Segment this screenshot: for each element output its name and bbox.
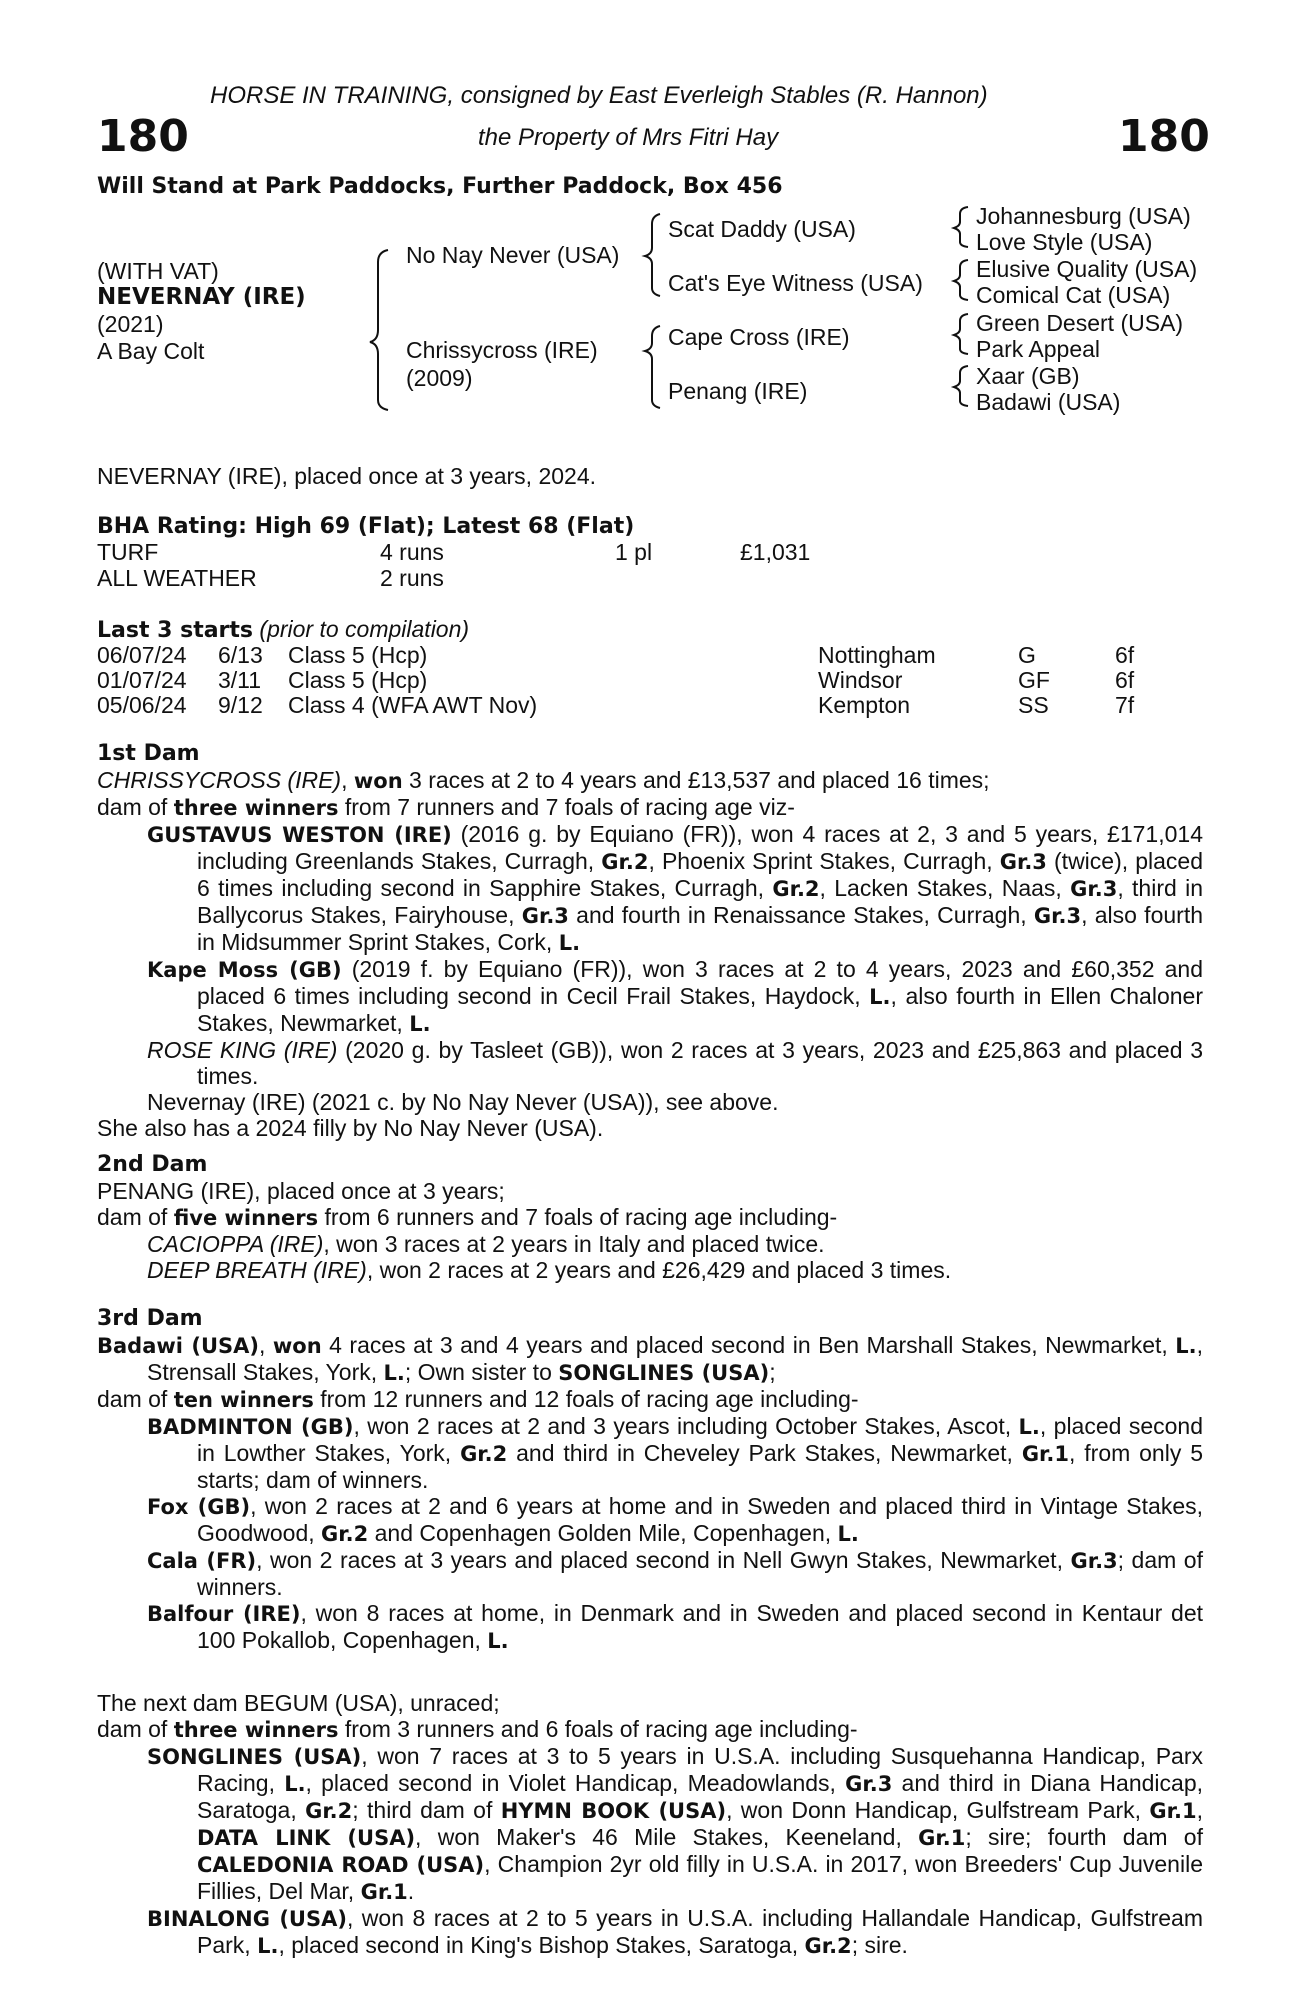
start-course: Windsor xyxy=(818,667,903,693)
produce-entry-fox: Fox (GB), won 2 races at 2 and 6 years at home and in Sweden and placed third in Vintage Stakes, Goodwood, Gr.2 and Copenhagen Golden Mile, Copenhagen, L. xyxy=(147,1493,1203,1546)
brace-ds xyxy=(954,314,968,354)
start-going: SS xyxy=(1018,692,1049,718)
pedigree-sire-dam: Cat's Eye Witness (USA) xyxy=(668,270,923,296)
start-distance: 6f xyxy=(1115,642,1135,668)
start-going: G xyxy=(1018,642,1036,668)
produce-entry-gustavus-weston: GUSTAVUS WESTON (IRE) (2016 g. by Equiano (FR)), won 4 races at 2, 3 and 5 years, £171,014 including Greenlands Stakes, Curragh, Gr.2, Phoenix Sprint Stakes, Curragh, Gr.3 (twice), placed 6 times including second in Sapphire Stakes, Curragh, Gr.2, Lacken Stakes, Naas, Gr.3, third in Ballycorus Stakes, Fairyhouse, Gr.3 and fourth in Renaissance Stakes, Curragh, Gr.3, also fourth in Midsummer Sprint Stakes, Cork, L. xyxy=(147,821,1204,955)
first-dam-heading: 1st Dam xyxy=(97,741,200,766)
produce-entry-deep-breath: DEEP BREATH (IRE), won 2 races at 2 years and £26,429 and placed 3 times. xyxy=(147,1257,952,1283)
start-going: GF xyxy=(1018,667,1050,693)
third-dam-heading: 3rd Dam xyxy=(97,1306,203,1331)
lot-number-left: 180 xyxy=(97,111,189,162)
pedigree-dam-year: (2009) xyxy=(406,365,473,391)
horse-description: A Bay Colt xyxy=(97,338,205,364)
start-distance: 7f xyxy=(1115,692,1135,718)
produce-entry-kape-moss: Kape Moss (GB) (2019 f. by Equiano (FR)), won 3 races at 2 to 4 years, 2023 and £60,352 and placed 6 times including second in Cecil Frail Stakes, Haydock, L., also fourth in Ellen Chaloner Stakes, Newmarket, L. xyxy=(147,956,1203,1036)
pedigree-sss: Johannesburg (USA) xyxy=(976,203,1191,229)
third-dam-body xyxy=(97,1332,1203,1654)
pedigree-ssd: Love Style (USA) xyxy=(976,229,1153,255)
horse-name: NEVERNAY (IRE) xyxy=(97,284,306,310)
start-distance: 6f xyxy=(1115,667,1135,693)
first-dam-line: CHRISSYCROSS (IRE), won 3 races at 2 to 4 years and £13,537 and placed 16 times; xyxy=(97,767,990,793)
produce-entry-nevernay: Nevernay (IRE) (2021 c. by No Nay Never (USA)), see above. xyxy=(147,1089,779,1115)
brace-sd xyxy=(954,260,968,300)
pedigree-sds: Elusive Quality (USA) xyxy=(976,256,1198,282)
rating-row-runs: 4 runs xyxy=(380,539,444,565)
pedigree-sire-sire: Scat Daddy (USA) xyxy=(668,216,856,242)
pedigree-sdd: Comical Cat (USA) xyxy=(976,282,1171,308)
rating-row-placed: 1 pl xyxy=(615,539,653,565)
rating-row-prize: £1,031 xyxy=(740,539,811,565)
horse-year: (2021) xyxy=(97,311,164,337)
brace-dd xyxy=(954,366,968,406)
last-starts-heading: Last 3 starts (prior to compilation) xyxy=(97,616,470,643)
next-dam-line: The next dam BEGUM (USA), unraced; xyxy=(97,1690,500,1716)
produce-entry-cala: Cala (FR), won 2 races at 3 years and placed second in Nell Gwyn Stakes, Newmarket, Gr.3; dam of winners. xyxy=(147,1547,1203,1600)
second-dam-produce-line: dam of five winners from 6 runners and 7 foals of racing age including- xyxy=(97,1204,838,1230)
start-class: Class 5 (Hcp) xyxy=(288,667,428,693)
produce-entry-binalong: BINALONG (USA), won 8 races at 2 to 5 years in U.S.A. including Hallandale Handicap, Gulfstream Park, L., placed second in King's Bishop Stakes, Saratoga, Gr.2; sire. xyxy=(147,1905,1203,1958)
header-consignor: HORSE IN TRAINING, consigned by East Everleigh Stables (R. Hannon) xyxy=(210,82,988,109)
first-dam-produce-line: dam of three winners from 7 runners and 7 foals of racing age viz- xyxy=(97,794,795,820)
pedigree-dam-sire: Cape Cross (IRE) xyxy=(668,324,850,350)
next-dam-body xyxy=(97,1690,1203,1959)
rating-row-runs: 2 runs xyxy=(380,565,444,591)
produce-entry-balfour: Balfour (IRE), won 8 races at home, in Denmark and in Sweden and placed second in Kentaur det 100 Pokallob, Copenhagen, L. xyxy=(147,1600,1203,1653)
second-dam-body xyxy=(97,1178,1203,1283)
start-date: 05/06/24 xyxy=(97,692,187,718)
pedigree-ddd: Badawi (USA) xyxy=(976,389,1121,415)
rating-row-surface: TURF xyxy=(97,539,159,565)
rating-row-surface: ALL WEATHER xyxy=(97,565,257,591)
start-class: Class 4 (WFA AWT Nov) xyxy=(288,692,538,718)
brace-main xyxy=(370,250,388,410)
first-dam-body xyxy=(97,767,1203,1141)
vat-note: (WITH VAT) xyxy=(97,258,219,284)
lot-number-right: 180 xyxy=(1118,111,1210,162)
pedigree-dss: Green Desert (USA) xyxy=(976,310,1184,336)
produce-entry-cacioppa: CACIOPPA (IRE), won 3 races at 2 years in Italy and placed twice. xyxy=(147,1231,825,1257)
brace-dam xyxy=(645,326,660,408)
brace-ss xyxy=(954,207,968,247)
start-position: 6/13 xyxy=(218,642,263,668)
pedigree-dam: Chrissycross (IRE) xyxy=(406,337,598,363)
brace-sire xyxy=(645,214,660,296)
header-property: the Property of Mrs Fitri Hay xyxy=(478,124,779,151)
race-summary: NEVERNAY (IRE), placed once at 3 years, 2024. xyxy=(97,463,597,489)
start-date: 06/07/24 xyxy=(97,642,187,668)
pedigree-dsd: Park Appeal xyxy=(976,336,1101,362)
start-class: Class 5 (Hcp) xyxy=(288,642,428,668)
pedigree-dam-dam: Penang (IRE) xyxy=(668,378,808,404)
produce-entry-rose-king: ROSE KING (IRE) (2020 g. by Tasleet (GB)), won 2 races at 3 years, 2023 and £25,863 and placed 3 times. xyxy=(147,1037,1203,1089)
third-dam-line: Badawi (USA), won 4 races at 3 and 4 years and placed second in Ben Marshall Stakes, Newmarket, L., Strensall Stakes, York, L.; Own sister to SONGLINES (USA); xyxy=(97,1332,1204,1385)
start-course: Kempton xyxy=(818,692,911,718)
second-dam-line: PENANG (IRE), placed once at 3 years; xyxy=(97,1178,505,1204)
produce-entry-badminton: BADMINTON (GB), won 2 races at 2 and 3 years including October Stakes, Ascot, L., placed second in Lowther Stakes, York, Gr.2 and third in Cheveley Park Stakes, Newmarket, Gr.1, from only 5 starts; dam of winners. xyxy=(147,1413,1203,1493)
next-dam-produce-line: dam of three winners from 3 runners and 6 foals of racing age including- xyxy=(97,1716,858,1742)
start-date: 01/07/24 xyxy=(97,667,187,693)
start-course: Nottingham xyxy=(818,642,936,668)
produce-entry-songlines: SONGLINES (USA), won 7 races at 3 to 5 years in U.S.A. including Susquehanna Handicap, Parx Racing, L., placed second in Violet Handicap, Meadowlands, Gr.3 and third in Diana Handicap, Saratoga, Gr.2; third dam of HYMN BOOK (USA), won Donn Handicap, Gulfstream Park, Gr.1, DATA LINK (USA), won Maker's 46 Mile Stakes, Keeneland, Gr.1; sire; fourth dam of CALEDONIA ROAD (USA), Champion 2yr old filly in U.S.A. in 2017, won Breeders' Cup Juvenile Fillies, Del Mar, Gr.1. xyxy=(147,1743,1204,1904)
start-position: 9/12 xyxy=(218,692,263,718)
second-dam-heading: 2nd Dam xyxy=(97,1152,208,1177)
stand-location: Will Stand at Park Paddocks, Further Paddock, Box 456 xyxy=(97,174,783,199)
third-dam-produce-line: dam of ten winners from 12 runners and 12 foals of racing age including- xyxy=(97,1386,859,1412)
first-dam-note: She also has a 2024 filly by No Nay Never (USA). xyxy=(97,1115,604,1141)
pedigree-dds: Xaar (GB) xyxy=(976,363,1080,389)
start-position: 3/11 xyxy=(218,667,262,693)
bha-rating: BHA Rating: High 69 (Flat); Latest 68 (Flat) xyxy=(97,514,635,539)
pedigree-sire: No Nay Never (USA) xyxy=(406,242,620,268)
